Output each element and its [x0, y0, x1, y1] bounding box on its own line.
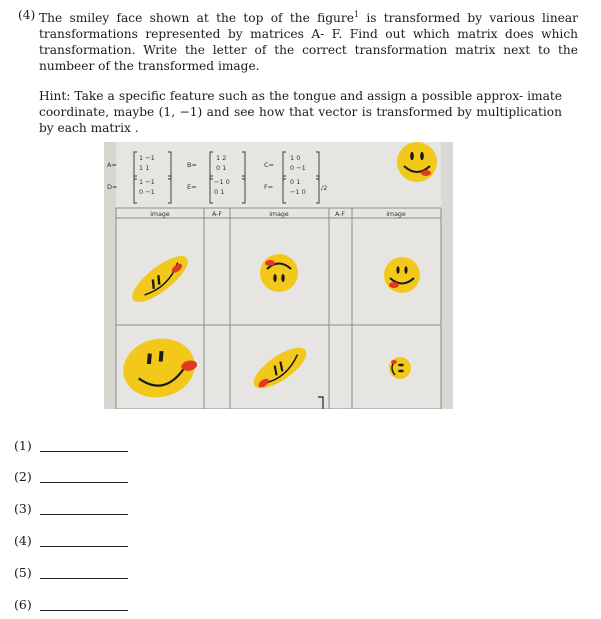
answer-row-6 [14, 597, 134, 617]
answer-label-2: (2) [14, 469, 32, 484]
matrix-e-row2: 0 1 [214, 188, 225, 196]
answer-row-3 [14, 501, 134, 521]
original-smiley-image [397, 142, 437, 182]
answer-blank-6[interactable] [40, 610, 128, 611]
answer-blank-2[interactable] [40, 482, 128, 483]
matrix-b-row1: 1 2 [216, 154, 227, 162]
answer-label-5: (5) [14, 565, 32, 580]
footnote-marker: 1 [353, 10, 360, 19]
matrix-label-b: B= [187, 161, 197, 169]
matrix-b-row2: 0 1 [216, 164, 227, 172]
answer-row-5 [14, 565, 134, 585]
answer-blank-5[interactable] [40, 578, 128, 579]
col-header-image-1: image [150, 211, 170, 218]
matrix-a-row2: 1 1 [139, 164, 150, 172]
answer-blank-4[interactable] [40, 546, 128, 547]
matrix-f-row2: −1 0 [290, 188, 306, 196]
hint-text: Hint: Take a specific feature such as the tongue and assign a possible approx- imate coordinate, maybe (1, −1) and see how that vector is transformed by multiplication by each matrix . [39, 89, 562, 135]
matrix-a-row1: 1 −1 [139, 154, 155, 162]
answer-row-2 [14, 469, 134, 489]
matrix-label-f: F= [264, 183, 274, 191]
matrix-label-d: D= [107, 183, 118, 191]
matrix-d-row1: 1 −1 [139, 178, 155, 186]
col-header-af-1: A-F [211, 211, 223, 218]
question-text: The smiley face shown at the top of the figure$^1$ is transformed by various linear transformations represented by matrices A- F. Find out which matrix does which transformation. Write the letter of the correct transformation matrix next to the numbeer of the transformed image. [39, 10, 578, 74]
col-header-image-2: image [269, 211, 289, 218]
col-header-af-2: A-F [334, 211, 346, 218]
answer-label-6: (6) [14, 597, 32, 612]
question-number: (4) [18, 8, 36, 22]
answer-label-4: (4) [14, 533, 32, 548]
matrix-f-row1: 0 1 [290, 178, 301, 186]
matrix-c-row2: 0 −1 [290, 164, 306, 172]
matrix-f-suffix: /2 [321, 184, 328, 192]
answer-blank-1[interactable] [40, 451, 128, 452]
matrix-label-c: C= [264, 161, 274, 169]
answer-row-4 [14, 533, 134, 553]
answer-blank-3[interactable] [40, 514, 128, 515]
figure-photo [104, 142, 453, 409]
matrix-d-row2: 0 −1 [139, 188, 155, 196]
matrix-label-a: A= [107, 161, 117, 169]
matrix-label-e: E= [187, 183, 197, 191]
answer-row-1 [14, 438, 134, 458]
answer-label-3: (3) [14, 501, 32, 516]
transformed-image-6 [389, 357, 411, 379]
col-header-image-3: image [386, 211, 406, 218]
transformed-image-3 [384, 257, 420, 293]
answer-label-1: (1) [14, 438, 32, 453]
matrix-c-row1: 1 0 [290, 154, 301, 162]
transformed-image-2 [260, 254, 298, 292]
matrix-e-row1: −1 0 [214, 178, 230, 186]
question-4 [18, 7, 578, 74]
